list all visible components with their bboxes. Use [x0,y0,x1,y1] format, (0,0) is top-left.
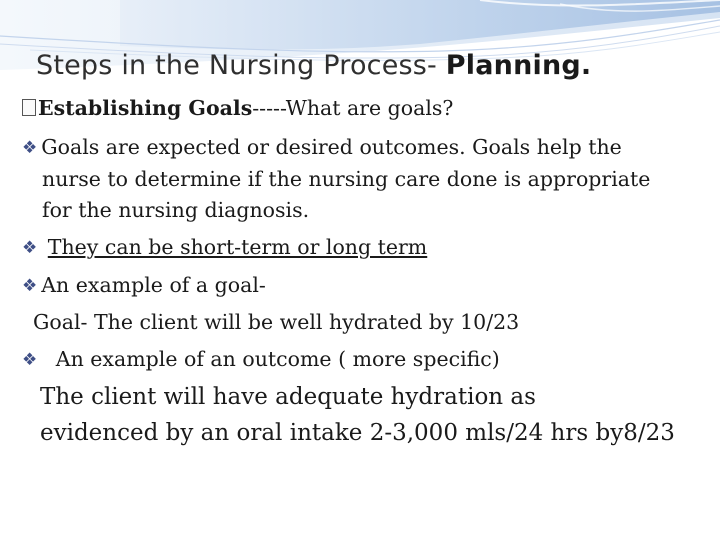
slide-title [36,50,591,81]
missing-glyph-box-icon [22,99,36,116]
title-bold: Planning. [445,50,592,81]
short-long-term-text: They can be short-term or long term [47,235,428,259]
example-goal-heading-line [22,275,266,296]
short-long-term-line [22,237,427,258]
outcome-line-2 [40,422,675,445]
diamond-bullet-icon: ❖ [22,276,38,296]
example-outcome-heading: An example of an outcome ( more specific) [55,347,500,371]
example-goal-text: Goal- The client will be well hydrated by 10/23 [33,310,520,334]
example-goal-line [33,312,519,333]
goals-definition-line-3 [42,200,309,221]
outcome-text-2: evidenced by an oral intake 2-3,000 mls/24 hrs by8/23 [40,420,675,446]
diamond-bullet-icon: ❖ [22,350,38,370]
goals-definition-text-2: nurse to determine if the nursing care done is appropriate [42,167,651,191]
establishing-goals-question: -----What are goals? [252,96,454,120]
goals-definition-text-1: Goals are expected or desired outcomes. Goals help the [41,135,622,159]
goals-definition-line-2 [42,169,650,190]
goals-definition-text-3: for the nursing diagnosis. [42,198,310,222]
outcome-line-1 [40,386,536,409]
establishing-goals-line [22,98,453,119]
outcome-text-1: The client will have adequate hydration as [40,384,536,410]
establishing-goals-label: Establishing Goals [38,96,253,120]
title-regular: Steps in the Nursing Process- [36,50,446,81]
diamond-bullet-icon: ❖ [22,238,38,258]
example-goal-heading: An example of a goal- [41,273,266,297]
goals-definition-line-1 [22,137,622,158]
example-outcome-heading-line [22,349,500,370]
diamond-bullet-icon: ❖ [22,138,38,158]
